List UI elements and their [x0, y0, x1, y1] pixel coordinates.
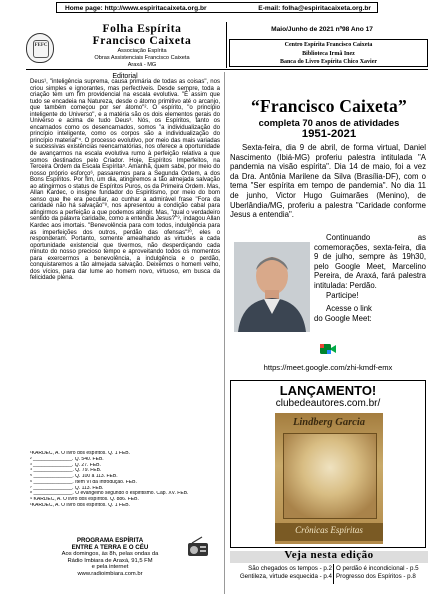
footnote: ⁴ ______________. Q. 79. FEB. — [30, 468, 102, 474]
article-years: 1951-2021 — [301, 128, 357, 140]
contents-item: São chegados os tempos - p.2 — [248, 565, 332, 572]
call-to-action: Participe! — [326, 290, 359, 300]
article-title: “Francisco Caixeta” — [251, 96, 407, 116]
masthead-rule — [26, 69, 428, 70]
contents-left — [230, 565, 332, 581]
masthead-divider — [226, 22, 227, 68]
contact-bar — [56, 2, 378, 13]
association-name: Associação Espírita — [117, 48, 167, 54]
editorial-body: Deus¹, "inteligência suprema, causa primária de todas as coisas", nos criou simples e ignorantes, mas perfectíveis. Desde sempre, toda a criação tem um fim providencial na escala evolutiva. "É assim que tudo se encadeia na Natureza, desde o átomo primitivo até o arcanjo, que também começou por ser átomo"². O espírito, "o princípio inteligente do Universo", e a matéria são os dois elementos gerais do Universo e acima de tudo Deus³. Nós, os Espíritos, tanto os encarnados como os desencarnados, somos "a individualização do princípio inteligente, como os corpos são a individualização do princípio material"⁴. O processo evolutivo, por meio das mais variadas e sucessivas existências reencarnatórias, nos oferece a oportunidade de avançarmos na escala evolutiva rumo à perfeição relativa a que somos destinados pelo Criador. Hoje, Espíritos Imperfeitos, na Terceira Ordem da Escala Espírita⁵. Amanhã, quem sabe, por meio do nosso próprio esforço⁶, passaremos para a Segunda Ordem, a dos Bons Espíritos. Por fim, um dia, atingiremos a tão almejada salvação ao atingirmos o status de Espíritos Puros, os da Primeira Ordem. Mas, Allan Kardec, o insigne fundador do Espiritismo, por meio do bom senso que lhe era peculiar, ao cunhar a admirável frase "Fora da caridade não há salvação"⁸, nos apresentou a condição cabal para atingirmos a perfeição a que podemos atingir. Mas, "qual o verdadeiro sentido da palavra caridade, como a entendia Jesus?"⁹, indagou Allan Kardec aos imortais. "Benevolência para com todos, indulgência para as imperfeições dos outros, perdão das ofensas"¹⁰, eles o responderam. Portanto, somente amealhando as virtudes a cada oportunidade existencial que tivermos, não desperdiçando cada minuto do nosso precioso tempo e aproveitando todos os momentos para exercermos a benevolência, a indulgência e o perdão, conquistaremos a tão almejada salvação. Deixemos o homem velho, dos vícios, para dar lume ao homem novo, virtuoso, em busca da felicidade plena. — [30, 79, 220, 282]
contents-item: Progresso dos Espíritos - p.8 — [336, 573, 416, 581]
association-city: Araxá - MG — [127, 62, 157, 68]
footnote: ³ ______________. Q. 27. FEB. — [30, 462, 101, 468]
radio-title: PROGRAMA ESPÍRITA — [76, 537, 144, 544]
radio-program-box: PROGRAMA ESPÍRITA ENTRE A TERRA E O CÉU Aos domingos, às 8h, pelas ondas da Rádio Imbiara de Araxá, 91,5 FM e pela internet www.radioimbiara.com.br — [30, 538, 190, 578]
contents-right — [336, 565, 428, 581]
issue-info: Maio/Junho de 2021 nº98 Ano 17 — [271, 26, 373, 33]
speaker-photo — [234, 242, 310, 332]
column-divider — [224, 72, 225, 594]
book-title: Crônicas Espíritas — [295, 525, 363, 535]
newspaper-title: Folha Espírita Francisco Caixeta — [92, 23, 192, 47]
association-logo — [26, 33, 54, 63]
email-link[interactable]: E-mail: folha@espiritacaixeta.org.br — [258, 5, 371, 12]
footnote: ⁶ ______________. Item VI da Introdução. FEB. — [30, 479, 137, 485]
article-paragraph-2: Continuando as comemorações, sexta-feira, dia 9 de julho, sempre às 19h30, pelo Google Meet, Marcelino Pereira, de Araxá, fará palestra intitulada: Perdão. Participe! Acesse o link do Google Meet: — [314, 233, 426, 323]
footnote: ⁵ ______________. Q. 100 a 113. FEB. — [30, 474, 118, 479]
footnote: ¹KARDEC, A. O livro dos espíritos. Q. 1 FEB. — [30, 502, 131, 508]
footnote: ⁸ ______________. O evangelho segundo o espiritismo. Cap. XV. FEB. — [30, 491, 189, 497]
footnote: ² ______________. Q. 540. FEB. — [30, 456, 104, 462]
launch-store-link[interactable]: clubedeautores.com.br/ — [275, 398, 381, 409]
homepage-link[interactable]: Home page: http://www.espiritacaixeta.org.br — [65, 5, 207, 12]
contents-item: O perdão é incondicional - p.5 — [336, 565, 419, 572]
editorial-heading: Editorial — [112, 73, 138, 80]
radio-website-link[interactable]: www.radioimbiara.com.br — [77, 570, 143, 577]
launch-heading: LANÇAMENTO! — [279, 383, 377, 398]
footnote: ⁹ KARDEC, A. O livro dos espíritos. Q. 886. FEB. — [30, 497, 139, 502]
logo-text: FEFC — [34, 43, 48, 48]
book-cover — [275, 413, 383, 544]
meet-link[interactable]: https://meet.google.com/zhi-kmdf-emx — [263, 363, 393, 372]
article-subtitle: completa 70 anos de atividades — [258, 117, 400, 128]
radio-icon — [186, 536, 210, 558]
footnote: ⁷ ______________. Q. 113. FEB. — [30, 485, 104, 491]
google-meet-icon[interactable] — [319, 340, 337, 358]
article-paragraph-1: Sexta-feira, dia 9 de abril, de forma virtual, Daniel Nascimento (Ibiá-MG) proferiu palestra intitulada "A pandemia na visão espírita". Dia 14 de maio, foi a vez da Dra. Antônia Marilene da Silva (Brasília-DF), com o tema "Ser espírita em tempo de pandemia". No dia 11 de junho, Victor Hugo Guimarães (Menino), de Uberlândia/MG, proferiu a palestra "Caridade conforme Jesus a entendia". — [230, 143, 426, 220]
book-cover-illustration — [283, 433, 377, 519]
contents-heading: Veja nesta edição — [284, 549, 374, 561]
book-author: Lindberg Garcia — [292, 417, 366, 428]
contents-item: Gentileza, virtude esquecida - p.4 — [239, 573, 332, 581]
association-works: Obras Assistenciais Francisco Caixeta — [94, 55, 190, 61]
editorial-footnotes — [30, 451, 220, 509]
footnote: ¹KARDEC, A. O livro dos espíritos. Q. 1 FEB. — [30, 451, 131, 456]
radio-program-name: ENTRE A TERRA E O CÉU — [71, 543, 149, 551]
contents-divider — [333, 564, 334, 584]
centro-box: Centro Espírita Francisco Caixeta Biblioteca Irmã Inez Banca do Livro Espírita Chico Xavier — [229, 39, 428, 67]
